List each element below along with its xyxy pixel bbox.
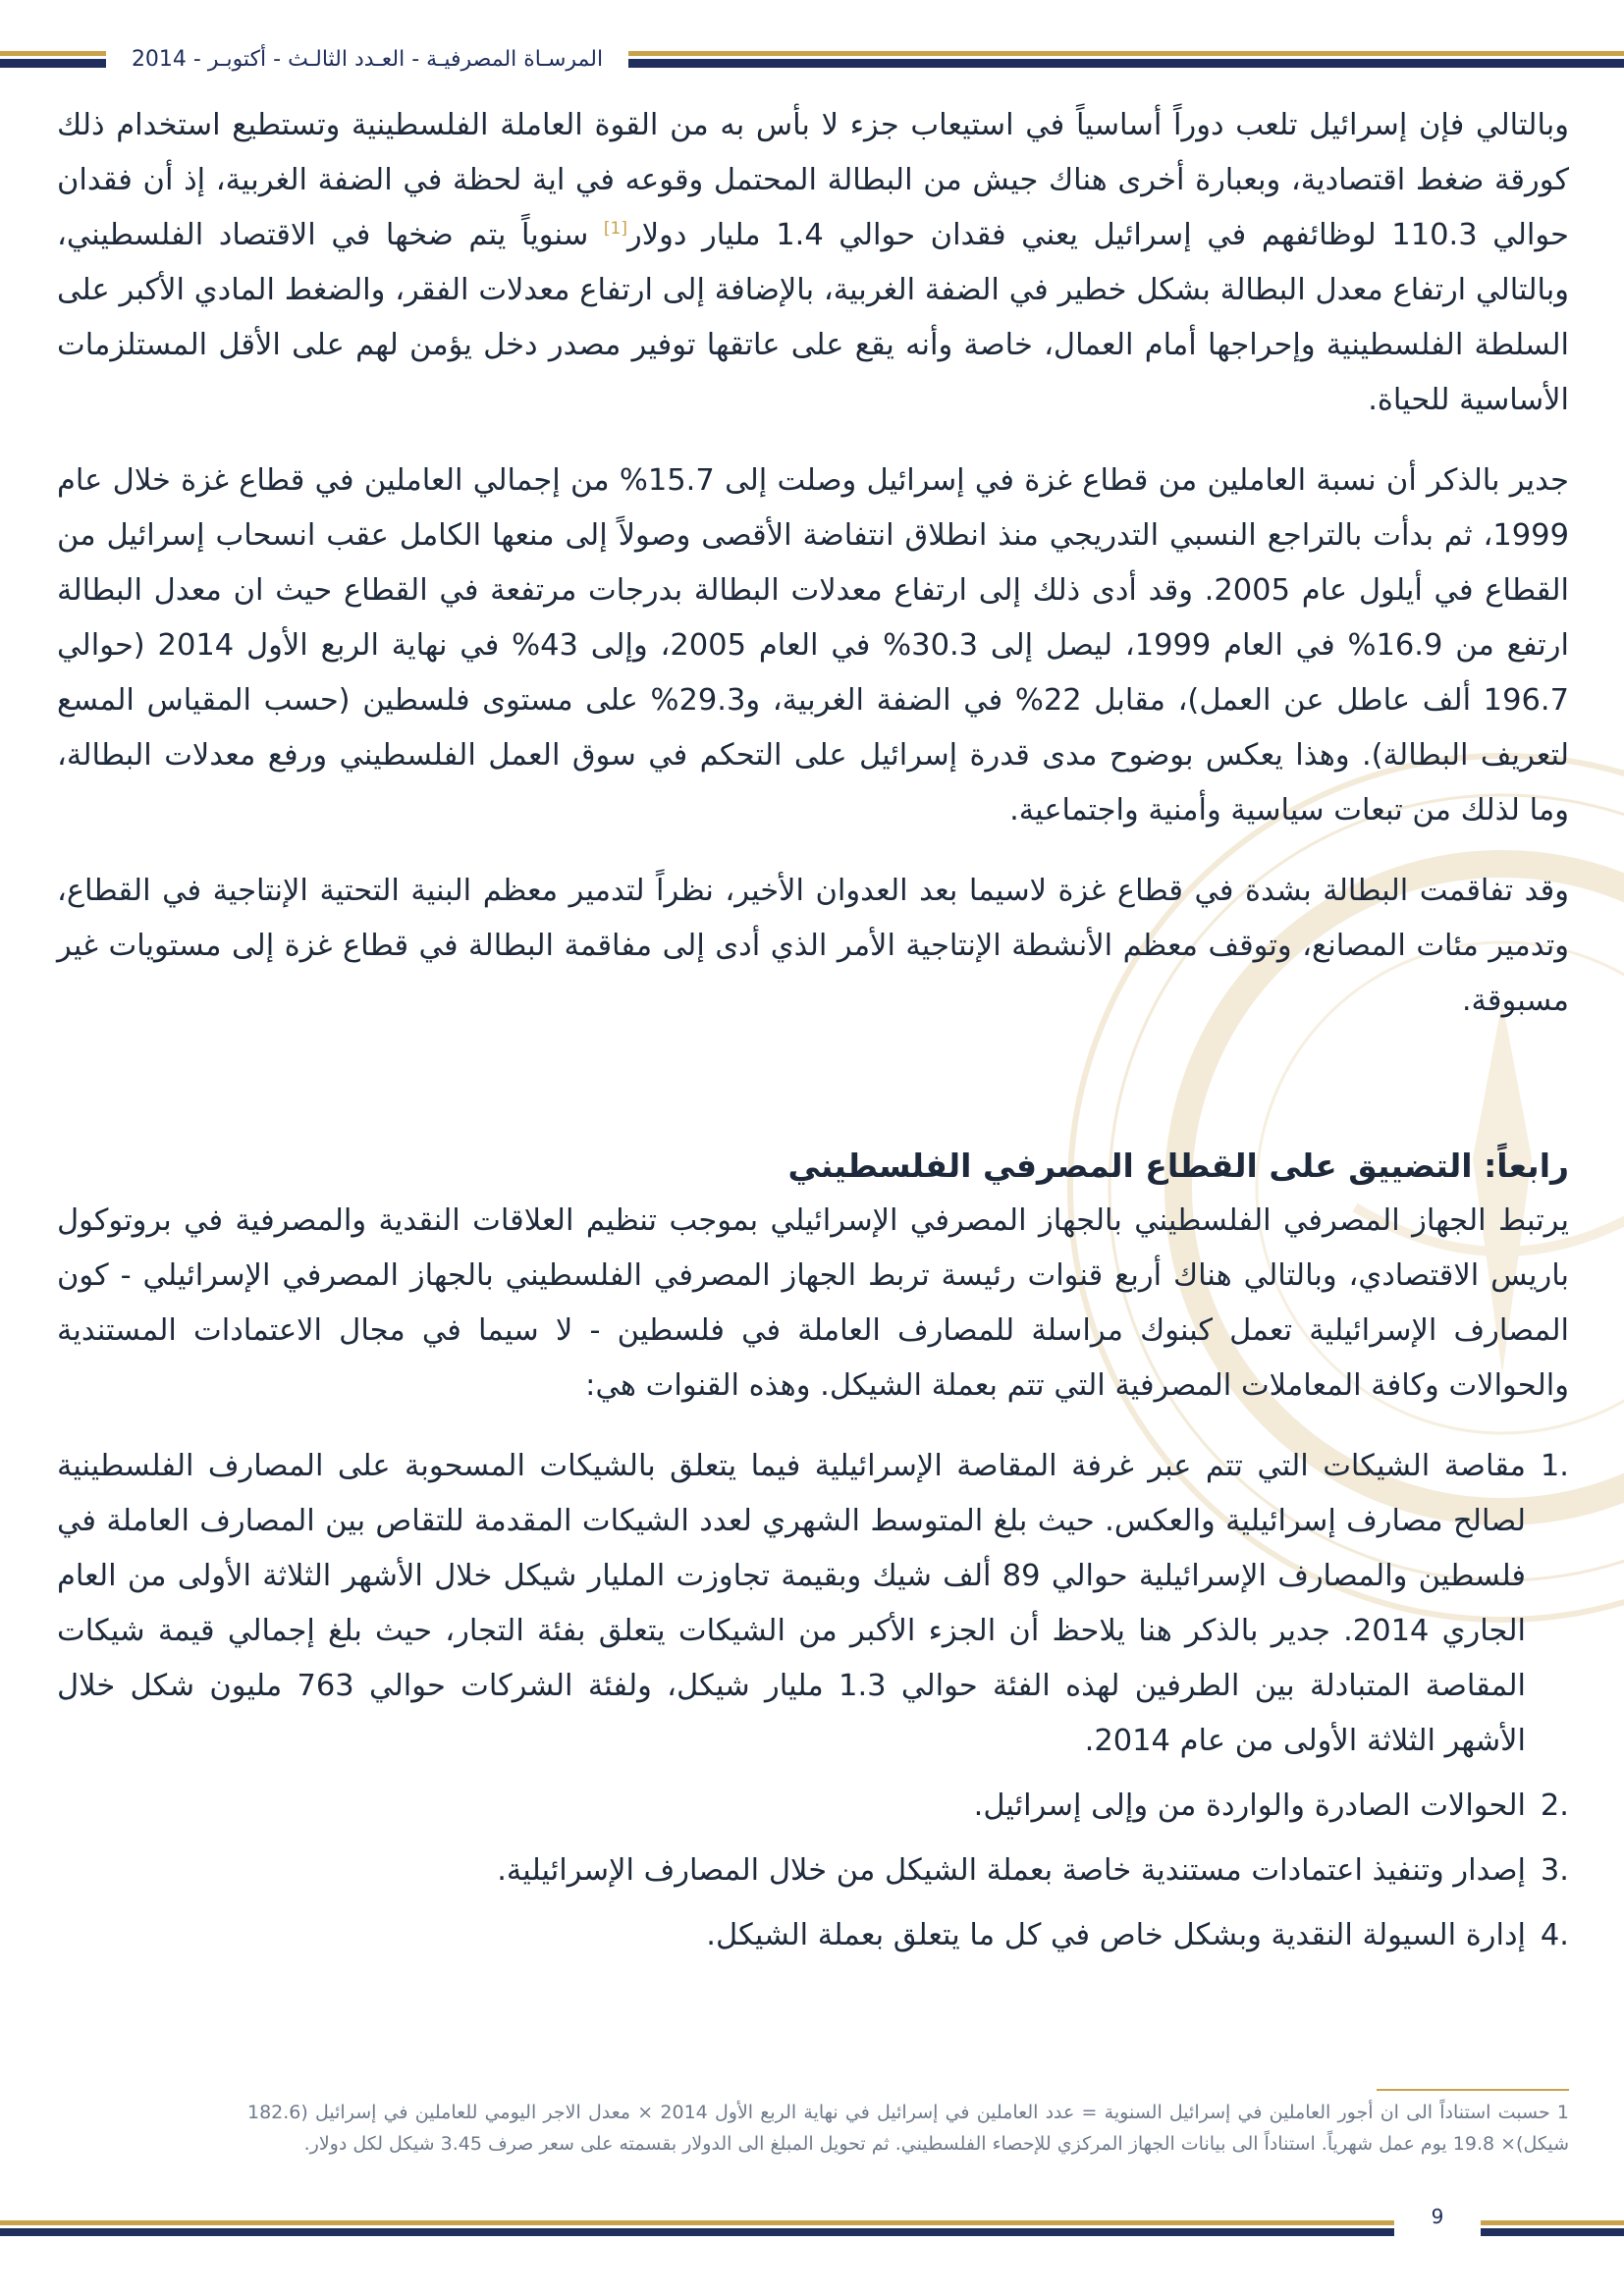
paragraph-1 bbox=[57, 98, 1569, 428]
list-item bbox=[57, 1843, 1569, 1898]
paragraph-2: جدير بالذكر أن نسبة العاملين من قطاع غزة في إسرائيل وصلت إلى 15.7% من إجمالي العاملين في قطاع غزة خلال عام 1999، ثم بدأت بالتراجع النسبي التدريجي منذ انطلاق انتفاضة الأقصى وصولاً إلى منعها الكامل عقب انسحاب إسرائيل من القطاع في أيلول عام 2005. وقد أدى ذلك إلى ارتفاع معدلات البطالة بدرجات مرتفعة في القطاع حيث ان معدل البطالة ارتفع من 16.9% في العام 1999، ليصل إلى 30.3% في العام 2005، وإلى 43% في نهاية الربع الأول 2014 (حوالي 196.7 ألف عاطل عن العمل)، مقابل 22% في الضفة الغربية، و29.3% على مستوى فلسطين (حسب المقياس المسع لتعريف البطالة). وهذا يعكس بوضوح مدى قدرة إسرائيل على التحكم في سوق العمل الفلسطيني ورفع معدلات البطالة، وما لذلك من تبعات سياسية وأمنية واجتماعية. bbox=[57, 463, 1569, 828]
list-item bbox=[57, 1779, 1569, 1834]
article-body bbox=[57, 98, 1569, 1963]
list-item-number: 4. bbox=[1540, 1918, 1569, 1952]
footer-gold-rule-left bbox=[0, 2220, 1394, 2225]
running-header-title: المرسـاة المصرفيـة - العـدد الثالـث - أكتوبـر - 2014 bbox=[131, 46, 604, 72]
paragraph-1-text-a: وبالتالي فإن إسرائيل تلعب دوراً أساسياً في استيعاب جزء لا بأس به من القوة العاملة الفلسطينية وتستطيع استخدام ذلك كورقة ضغط اقتصادية، وبعبارة أخرى هناك جيش من البطالة المحتمل وقوعه في اية لحظة في الضفة الغربية، إذ أن فقدان حوالي 110.3 لوظائفهم في إسرائيل يعني فقدان حوالي 1.4 مليار دولار bbox=[57, 108, 1569, 252]
section-heading: رابعاً: التضييق على القطاع المصرفي الفلسطيني bbox=[787, 1147, 1569, 1185]
list-item-text: مقاصة الشيكات التي تتم عبر غرفة المقاصة الإسرائيلية فيما يتعلق بالشيكات المسحوبة على المصارف الفلسطينية لصالح مصارف إسرائيلية والعكس. حيث بلغ المتوسط الشهري لعدد الشيكات المقدمة للتقاص بين المصارف العاملة في فلسطين والمصارف الإسرائيلية حوالي 89 ألف شيك وبقيمة تجاوزت المليار شيكل خلال الأشهر الثلاثة الأولى من العام الجاري 2014. جدير بالذكر هنا يلاحظ أن الجزء الأكبر من الشيكات يتعلق بفئة التجار، حيث بلغ إجمالي قيمة شيكات المقاصة المتبادلة بين الطرفين لهذه الفئة حوالي 1.3 مليار شيكل، ولفئة الشركات حوالي 763 مليون شكل خلال الأشهر الثلاثة الأولى من عام 2014. bbox=[57, 1449, 1526, 1758]
list-item-number: 2. bbox=[1540, 1789, 1569, 1823]
list-item-text: إصدار وتنفيذ اعتمادات مستندية خاصة بعملة الشيكل من خلال المصارف الإسرائيلية. bbox=[497, 1853, 1526, 1888]
footnote-reference-1[interactable]: [1] bbox=[603, 218, 627, 239]
header-navy-rule-left bbox=[0, 59, 106, 68]
paragraph-4: يرتبط الجهاز المصرفي الفلسطيني بالجهاز المصرفي الإسرائيلي بموجب تنظيم العلاقات النقدية والمصرفية في بروتوكول باريس الاقتصادي، وبالتالي هناك أربع قنوات رئيسة تربط الجهاز المصرفي الفلسطيني بالجهاز المصرفي الإسرائيلي - كون المصارف الإسرائيلية تعمل كبنوك مراسلة للمصارف العاملة في فلسطين - لا سيما في مجال الاعتمادات المستندية والحوالات وكافة المعاملات المصرفية التي تتم بعملة الشيكل. وهذه القنوات هي: bbox=[57, 1203, 1569, 1403]
paragraph-1-text-b: سنوياً يتم ضخها في الاقتصاد الفلسطيني، وبالتالي ارتفاع معدل البطالة بشكل خطير في الضفة الغربية، بالإضافة إلى ارتفاع معدلات الفقر، والضغط المادي الأكبر على السلطة الفلسطينية وإحراجها أمام العمال، خاصة وأنه يقع على عاتقها توفير مصدر دخل يؤمن لهم على الأقل المستلزمات الأساسية للحياة. bbox=[57, 218, 1569, 417]
footnote-separator bbox=[1377, 2089, 1569, 2091]
footer-gold-rule-right bbox=[1481, 2220, 1624, 2225]
header-navy-rule-right bbox=[628, 59, 1624, 68]
channels-list bbox=[57, 1439, 1569, 1963]
footer-navy-rule-right bbox=[1481, 2228, 1624, 2236]
list-item bbox=[57, 1439, 1569, 1769]
list-item-number: 3. bbox=[1540, 1853, 1569, 1888]
header-gold-rule-left bbox=[0, 51, 106, 56]
footer-navy-rule-left bbox=[0, 2228, 1394, 2236]
header-gold-rule-right bbox=[628, 51, 1624, 56]
list-item bbox=[57, 1908, 1569, 1963]
list-item-text: الحوالات الصادرة والواردة من وإلى إسرائيل. bbox=[973, 1789, 1526, 1823]
footnote-1: 1 حسبت استناداً الى ان أجور العاملين في إسرائيل السنوية = عدد العاملين في إسرائيل في نهاية الربع الأول 2014 × معدل الاجر اليومي للعاملين في إسرائيل (182.6 شيكل)× 19.8 يوم عمل شهرياً. استناداً الى بيانات الجهاز المركزي للإحصاء الفلسطيني. ثم تحويل المبلغ الى الدولار بقسمته على سعر صرف 3.45 شيكل لكل دولار. bbox=[247, 2102, 1569, 2155]
paragraph-3: وقد تفاقمت البطالة بشدة في قطاع غزة لاسيما بعد العدوان الأخير، نظراً لتدمير معظم البنية التحتية الإنتاجية في القطاع، وتدمير مئات المصانع، وتوقف معظم الأنشطة الإنتاجية الأمر الذي أدى إلى مفاقمة البطالة في قطاع غزة إلى مستويات غير مسبوقة. bbox=[57, 874, 1569, 1018]
list-item-text: إدارة السيولة النقدية وبشكل خاص في كل ما يتعلق بعملة الشيكل. bbox=[706, 1918, 1526, 1952]
page-number: 9 bbox=[1431, 2205, 1444, 2228]
list-item-number: 1. bbox=[1540, 1449, 1569, 1483]
